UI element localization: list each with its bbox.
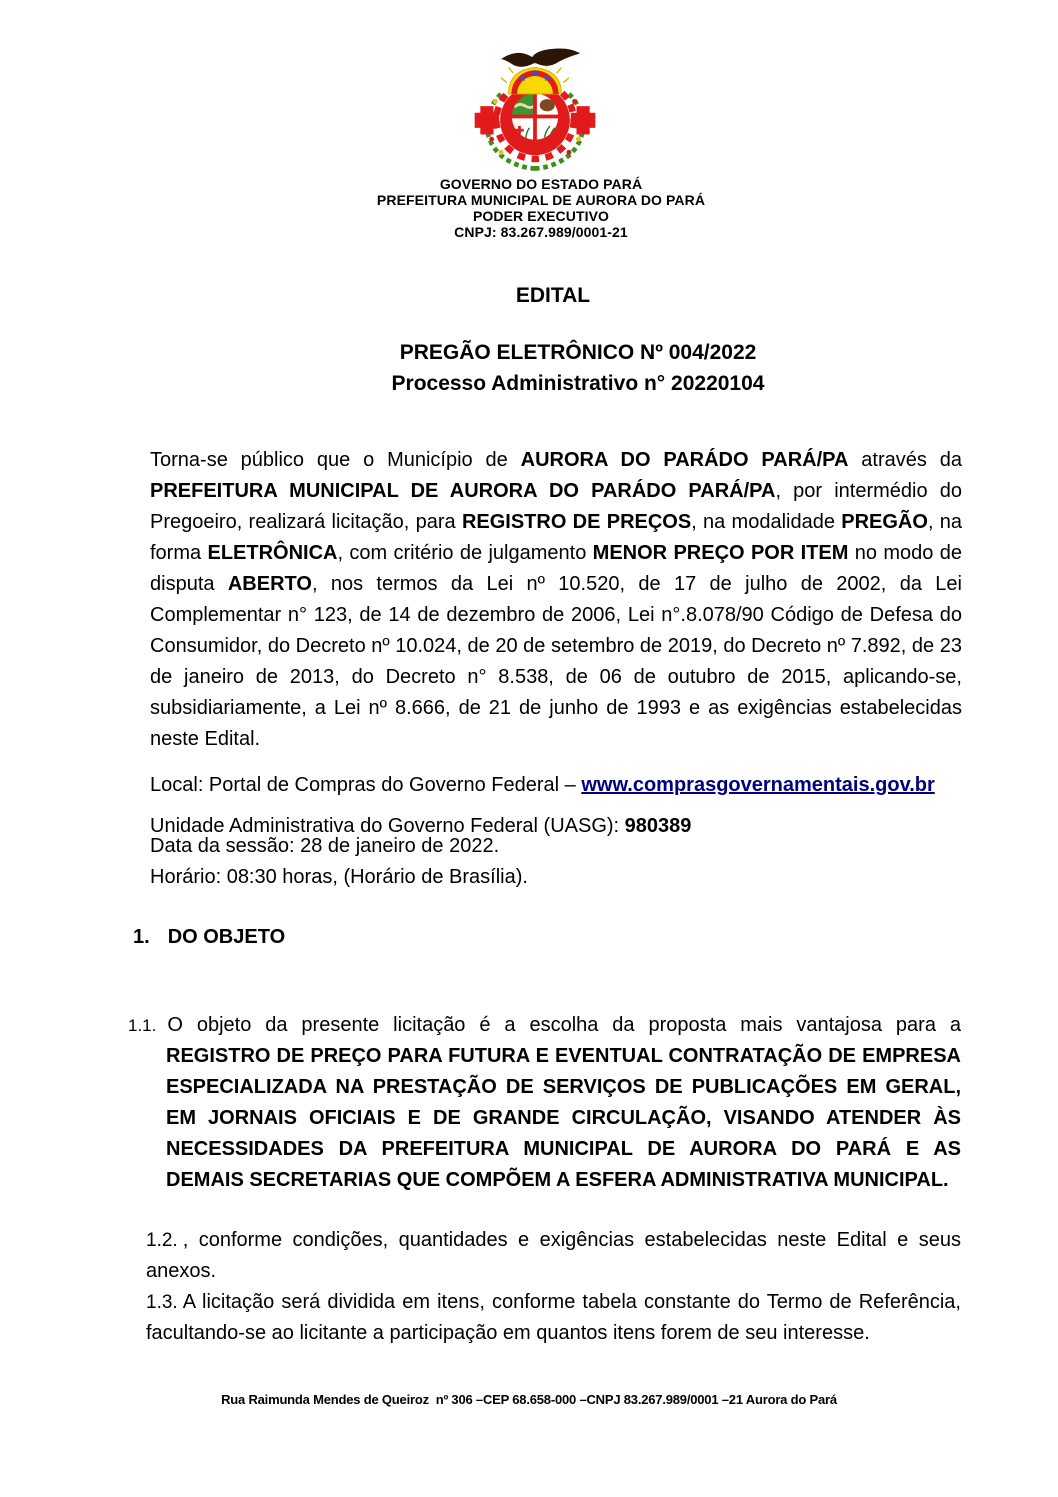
section-1-title: DO OBJETO <box>167 926 286 948</box>
eagle-icon <box>501 49 580 67</box>
text-run: A licitação será dividida em itens, conforme tabela constante do Termo de Referência, facultando-se ao licitante a participação em quantos itens forem de seu interesse. <box>146 1291 961 1344</box>
clause-1-1 <box>128 1010 961 1196</box>
clause-1-2 <box>146 1225 961 1287</box>
text-run: , na modalidade <box>691 511 842 533</box>
section-1-number: 1. <box>133 926 150 948</box>
session-date-line: Data da sessão: 28 de janeiro de 2022. <box>150 835 500 857</box>
clause-1-2-text <box>146 1229 961 1282</box>
clause-1-1-text <box>166 1014 961 1191</box>
section-1-heading <box>133 924 285 950</box>
text-run: através da <box>848 449 962 471</box>
header-line-government: GOVERNO DO ESTADO PARÁ <box>439 176 643 192</box>
text-run: no modo de disputa <box>150 542 962 595</box>
processo-number-line: Processo Administrativo n° 20220104 <box>391 372 765 395</box>
text-run: , nos termos da Lei nº 10.520, de 17 de julho de 2002, da Lei Complementar n° 123, de 14 de dezembro de 2006, Lei n°.8.078/90 Código de Defesa do Consumidor, do Decreto nº 10.024, de 20 de setembro de 2019, do Decreto nº 7.892, de 23 de janeiro de 2013, do Decreto n° 8.538, de 06 de outubro de 2015, aplicando-se, subsidiariamente, a Lei nº 8.666, de 21 de junho de 1993 e as exigências estabelecidas neste Edital. <box>150 573 962 750</box>
text-run: PREGÃO <box>841 511 928 533</box>
header-line-poder: PODER EXECUTIVO <box>472 208 610 224</box>
text-run: , com critério de julgamento <box>337 542 593 564</box>
text-run: REGISTRO DE PREÇO PARA FUTURA E EVENTUAL CONTRATAÇÃO DE EMPRESA ESPECIALIZADA NA PRESTAÇÃO DE SERVIÇOS DE PUBLICAÇÕES EM GERAL, EM JORNAIS OFICIAIS E DE GRANDE CIRCULAÇÃO, VISANDO ATENDER ÀS NECESSIDADES DA PREFEITURA MUNICIPAL DE AURORA DO PARÁ E AS DEMAIS SECRETARIAS QUE COMPÕEM A ESFERA ADMINISTRATIVA MUNICIPAL. <box>166 1045 961 1191</box>
text-run: Local: Portal de Compras do Governo Federal – <box>150 774 582 796</box>
text-run: Unidade Administrativa do Governo Federal (UASG): <box>150 815 625 837</box>
text-run: Torna-se público que o Município de <box>150 449 521 471</box>
document-subtitle-block <box>49 337 1058 399</box>
quartered-shield-icon <box>510 91 561 142</box>
session-datetime-block <box>150 831 962 893</box>
document-title: EDITAL <box>515 284 591 307</box>
session-time-line: Horário: 08:30 horas, (Horário de Brasília). <box>150 866 528 888</box>
municipal-coat-of-arms-icon <box>469 44 601 174</box>
text-run: ELETRÔNICA <box>207 542 338 564</box>
text-run: ABERTO <box>227 573 312 595</box>
header-org-block <box>12 176 1058 240</box>
header-line-cnpj: CNPJ: 83.267.989/0001-21 <box>454 224 628 240</box>
text-run: AURORA DO PARÁDO PARÁ/PA <box>520 449 849 471</box>
text-run: , por intermédio do Pregoeiro, realizará licitação, para <box>150 480 962 533</box>
clause-1-2-number: 1.2. <box>146 1230 178 1251</box>
text-run: , na forma <box>150 511 963 564</box>
header-line-prefeitura: PREFEITURA MUNICIPAL DE AURORA DO PARÁ <box>376 192 706 208</box>
intro-paragraph <box>150 445 962 755</box>
local-line <box>150 770 962 801</box>
clause-1-3 <box>146 1287 961 1349</box>
clause-1-3-number: 1.3. <box>146 1292 178 1313</box>
text-run: O objeto da presente licitação é a escolha da proposta mais vantajosa para a <box>167 1014 961 1036</box>
text-run: , conforme condições, quantidades e exigências estabelecidas neste Edital e seus anexos. <box>146 1229 961 1282</box>
text-run: PREFEITURA MUNICIPAL DE AURORA DO PARÁDO PARÁ/PA <box>150 480 776 502</box>
text-run: MENOR PREÇO POR ITEM <box>592 542 849 564</box>
text-run: 980389 <box>624 815 692 837</box>
clause-1-1-number: 1.1. <box>128 1016 157 1035</box>
clause-1-3-text <box>146 1291 961 1344</box>
page-footer-address: Rua Raimunda Mendes de Queiroz nº 306 –CEP 68.658-000 –CNPJ 83.267.989/0001 –21 Aurora do Pará <box>221 1392 837 1407</box>
pregao-number-line: PREGÃO ELETRÔNICO Nº 004/2022 <box>399 341 757 364</box>
text-run: REGISTRO DE PREÇOS <box>461 511 692 533</box>
compras-governamentais-link[interactable]: www.comprasgovernamentais.gov.br <box>581 774 935 796</box>
